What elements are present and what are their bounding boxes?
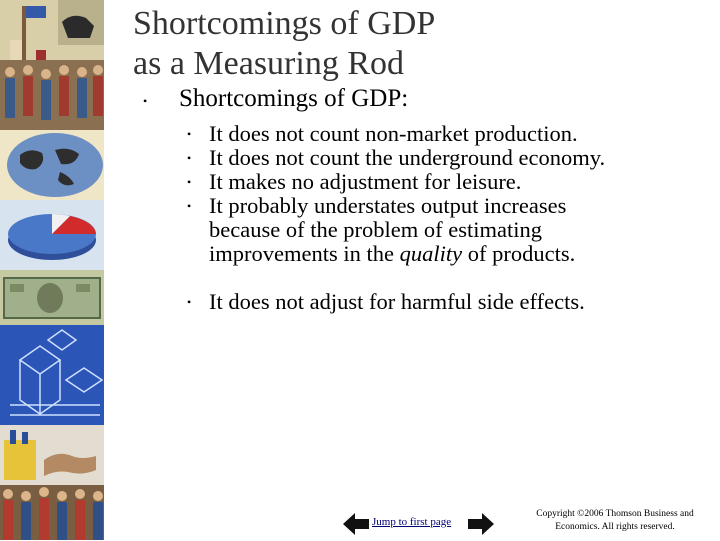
sub-bullet-item (187, 289, 709, 314)
sub-bullet-text: It does not count the underground economy. (209, 145, 606, 170)
sub-bullet-text-continued (209, 242, 709, 266)
sub-bullet-text: It probably understates output increases (209, 193, 567, 218)
slide-title-line-1: Shortcomings of GDP (133, 5, 436, 42)
sub-bullet-item (187, 121, 709, 146)
slide-title (133, 4, 693, 84)
decorative-collage (0, 0, 104, 540)
left-arrow-icon (341, 512, 371, 536)
text-fragment: of products. (467, 241, 576, 266)
sub-bullet-text-continued: because of the problem of estimating (209, 217, 543, 242)
jump-to-first-page-link[interactable]: Jump to first page (372, 516, 452, 528)
slide-title-line-2: as a Measuring Rod (133, 45, 405, 82)
sub-bullet-item (187, 193, 709, 266)
sub-bullet-item (187, 145, 709, 170)
next-slide-button[interactable] (466, 512, 496, 541)
sub-bullet-text: It makes no adjustment for leisure. (209, 169, 522, 194)
bullet-marker: • (187, 127, 192, 141)
copyright-line-2: Economics. All rights reserved. (555, 522, 675, 532)
sub-bullet-text: It does not adjust for harmful side effects. (209, 289, 585, 314)
emphasis-quality: quality (399, 241, 463, 266)
text-fragment: improvements in the (209, 241, 394, 266)
copyright-notice (520, 508, 710, 534)
bullet-marker: • (187, 199, 192, 213)
right-arrow-icon (466, 512, 496, 536)
bullet-marker: • (187, 175, 192, 189)
bullet-marker: • (187, 295, 192, 309)
main-bullet: Shortcomings of GDP: (179, 85, 409, 112)
bullet-marker: • (187, 151, 192, 165)
sub-bullet-text: It does not count non-market production. (209, 121, 578, 146)
sub-bullet-item (187, 169, 709, 194)
copyright-line-1: Copyright ©2006 Thomson Business and (536, 509, 694, 519)
previous-slide-button[interactable] (341, 512, 371, 541)
bullet-marker: • (143, 94, 148, 108)
